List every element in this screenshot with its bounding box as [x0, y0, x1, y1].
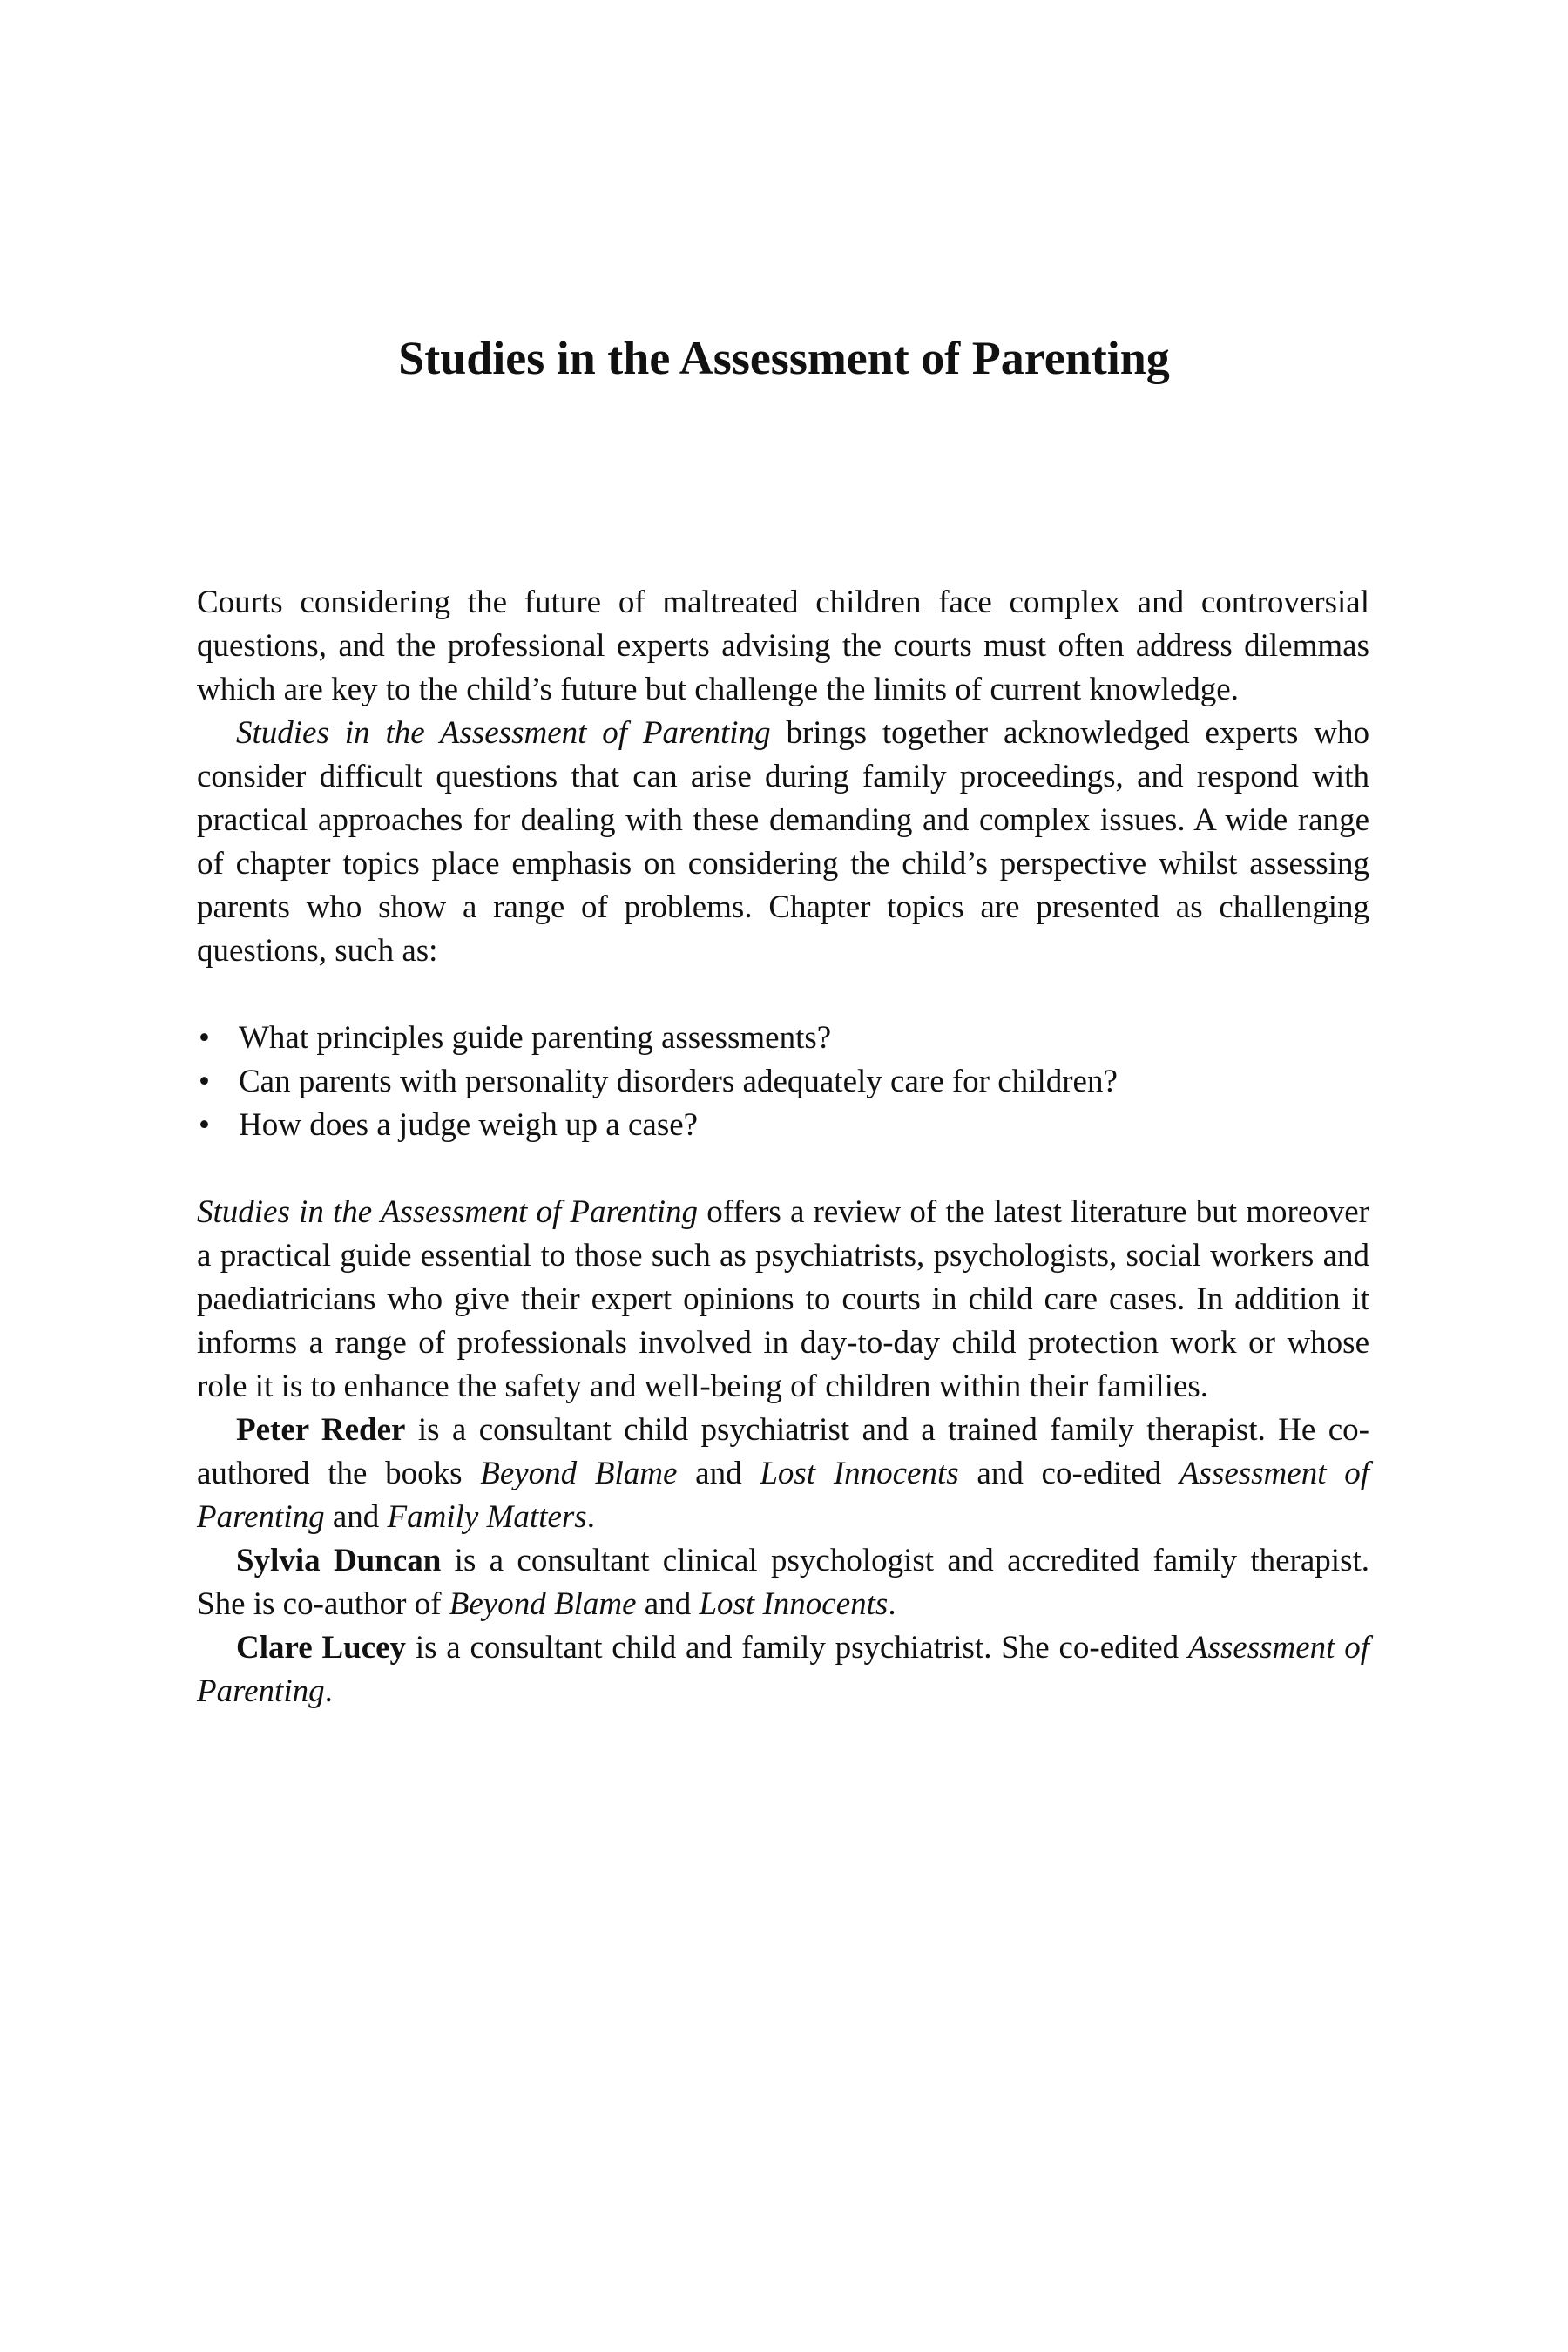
- intro-paragraph: Courts considering the future of maltreated children face complex and controversial questions, and the professional experts advising the courts must often address dilemmas which are key to the child’s future but challenge the limits of current knowledge.: [197, 585, 1369, 707]
- list-item: [197, 1017, 1369, 1060]
- book-title-italic: Studies in the Assessment of Parenting: [236, 715, 771, 751]
- bio-text: .: [324, 1673, 333, 1709]
- book-title-italic: Family Matters: [387, 1499, 587, 1535]
- bullet-glyph: •: [199, 1064, 210, 1099]
- book-title-italic: Beyond Blame: [480, 1456, 678, 1491]
- book-title-italic: Assessment of Parenting: [197, 1456, 1369, 1535]
- list-item-text: How does a judge weigh up a case?: [239, 1107, 699, 1143]
- chapter-question-list: [197, 1017, 1369, 1147]
- overview-paragraph: [197, 712, 1369, 973]
- review-text: offers a review of the latest literature but moreover a practical guide essential to those such as psychiatrists, psychologists, social workers and paediatricians who give their expert opinions to courts in child care cases. In addition it informs a range of professionals involved in day-to-day child protection work or whose role it is to enhance the safety and well-being of children within their families.: [197, 1194, 1369, 1404]
- author-name: Clare Lucey: [236, 1630, 407, 1666]
- page-title: Studies in the Assessment of Parenting: [398, 332, 1170, 384]
- review-paragraph: [197, 1191, 1369, 1409]
- bio-text: is a consultant clinical psychologist and accredited family therapist. She is co-author of: [197, 1543, 1369, 1622]
- bio-text: and: [324, 1499, 388, 1535]
- book-title-italic: Lost Innocents: [699, 1586, 889, 1622]
- blurb-body: [197, 581, 1369, 1713]
- bio-text: and: [677, 1456, 760, 1491]
- bio-text: and: [636, 1586, 700, 1622]
- overview-text: brings together acknowledged experts who consider difficult questions that can arise during family proceedings, and respond with practical approaches for dealing with these demanding and complex issues. A wide range of chapter topics place emphasis on considering the child’s perspective whilst assessing parents who show a range of problems. Chapter topics are presented as challenging questions, such as:: [197, 715, 1370, 969]
- bio-text: and co-edited: [958, 1456, 1179, 1491]
- bullet-glyph: •: [199, 1020, 210, 1056]
- author-bio-lucey: [197, 1626, 1369, 1713]
- list-item: [197, 1060, 1369, 1104]
- author-bio-reder: [197, 1409, 1369, 1539]
- bio-text: is a consultant child and family psychiatrist. She co-edited: [406, 1630, 1188, 1666]
- author-name: Peter Reder: [236, 1412, 406, 1448]
- bio-text: .: [888, 1586, 896, 1622]
- book-title-italic: Assessment of Parenting: [197, 1630, 1369, 1709]
- book-title-italic: Lost Innocents: [760, 1456, 959, 1491]
- bio-text: .: [586, 1499, 595, 1535]
- list-item-text: What principles guide parenting assessments?: [239, 1020, 832, 1056]
- bio-text: is a consultant child psychiatrist and a trained family therapist. He co-authored the books: [197, 1412, 1369, 1491]
- list-item-text: Can parents with personality disorders adequately care for children?: [239, 1064, 1118, 1099]
- bullet-glyph: •: [199, 1107, 210, 1143]
- book-title-italic: Beyond Blame: [449, 1586, 637, 1622]
- book-title-italic: Studies in the Assessment of Parenting: [197, 1194, 699, 1230]
- author-bio-duncan: [197, 1539, 1369, 1626]
- author-name: Sylvia Duncan: [236, 1543, 442, 1578]
- list-item: [197, 1104, 1369, 1147]
